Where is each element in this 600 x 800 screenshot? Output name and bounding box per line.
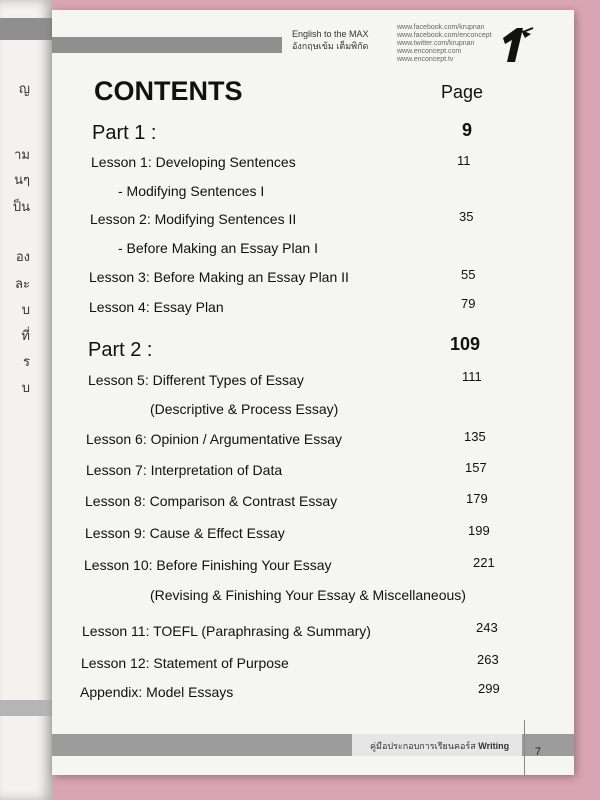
brand-title: English to the MAX [292,29,369,39]
left-page-fragment: ป็น [12,199,30,214]
toc-lesson: Lesson 6: Opinion / Argumentative Essay [86,431,343,447]
toc-part-title: Part 2 : [88,339,153,361]
left-page [0,0,52,800]
toc-lesson: Lesson 10: Before Finishing Your Essay [84,557,332,573]
toc-page-number: 55 [461,267,476,282]
left-page-header-bar [0,18,52,40]
footer-book-title [370,739,509,753]
toc-subtopic: - Modifying Sentences I [118,183,265,199]
toc-lesson: Lesson 12: Statement of Purpose [81,655,289,671]
left-page-fragment: บ [21,380,30,395]
toc-page-number: 11 [457,153,471,168]
toc-lesson: Lesson 4: Essay Plan [89,299,224,315]
toc-page-number: 109 [450,334,481,354]
toc-lesson: Lesson 9: Cause & Effect Essay [85,525,285,541]
toc-page-number: 79 [461,296,476,311]
toc-lesson: Lesson 1: Developing Sentences [91,154,296,170]
brand-subtitle: อังกฤษเข้ม เต็มพิกัด [292,41,369,51]
left-page-fragment: ร [23,354,30,369]
left-page-fragment: บ [21,302,30,317]
link-text: www.enconcept.com [397,48,462,55]
link-text: www.facebook.com/krupnan [397,24,485,31]
number-one-arrow-icon [497,24,537,64]
link-text: www.facebook.com/enconcept [397,32,492,39]
brand-block [292,28,369,52]
header-bar [52,37,282,53]
left-page-fragment: นๆ [14,172,30,187]
toc-page-number: 35 [459,209,474,224]
toc-page-number: 263 [477,652,499,667]
left-page-fragment: ญ [18,81,30,96]
left-page-fragment: อง [15,249,30,264]
link-text: www.twitter.com/krupnan [397,40,475,47]
page-number: 7 [535,746,542,758]
toc-page-number: 221 [473,555,495,570]
toc-lesson: Lesson 11: TOEFL (Paraphrasing & Summary) [82,623,371,639]
toc-lesson: Lesson 8: Comparison & Contrast Essay [85,493,338,509]
left-page-fragment: ละ [15,276,30,291]
toc-page-number: 299 [478,681,500,696]
toc-page-number: 135 [464,429,486,444]
toc-subtopic: (Revising & Finishing Your Essay & Miscellaneous) [150,587,466,603]
toc-lesson: Lesson 2: Modifying Sentences II [90,211,297,227]
footer-divider [524,720,525,775]
left-page-fragment: าม [14,147,30,162]
toc-page-number: 179 [466,491,488,506]
link-text: www.enconcept.tv [397,56,454,63]
toc-page-number: 243 [476,620,498,635]
toc-lesson: Lesson 3: Before Making an Essay Plan II [89,269,349,285]
toc-lesson: Lesson 7: Interpretation of Data [86,462,283,478]
toc-page-number: 199 [468,523,490,538]
toc-subtopic: (Descriptive & Process Essay) [150,401,339,417]
footer-title-thai: คู่มือประกอบการเรียนคอร์ส [370,741,476,751]
toc-subtopic: - Before Making an Essay Plan I [118,240,318,256]
social-links [397,24,492,64]
left-page-footer-bar [0,700,52,716]
page-column-heading: Page [441,82,484,102]
page-title: CONTENTS [94,76,243,106]
book-page [52,10,574,775]
footer-title-en: Writing [478,741,510,751]
left-page-fragment: ที่ [21,328,30,343]
toc-part-title: Part 1 : [92,122,157,144]
toc-appendix: Appendix: Model Essays [80,684,234,700]
toc-lesson: Lesson 5: Different Types of Essay [88,372,304,388]
toc-page-number: 157 [465,460,487,475]
toc-page-number: 111 [462,369,482,384]
toc-page-number: 9 [462,120,473,140]
